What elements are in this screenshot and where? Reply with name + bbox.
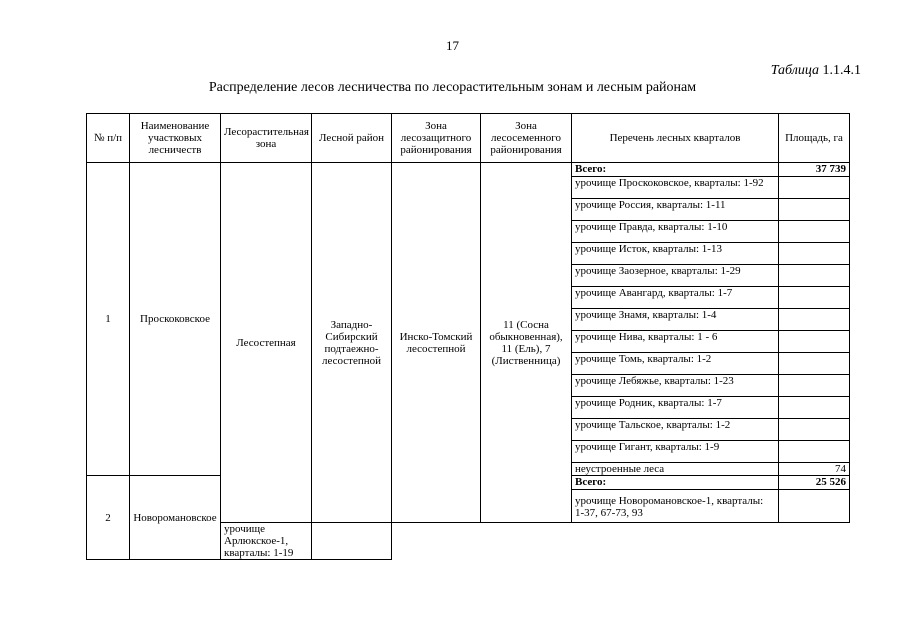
table-header-row bbox=[87, 114, 850, 163]
total-value: 37 739 bbox=[779, 163, 850, 177]
area-cell bbox=[779, 375, 850, 397]
quarter-cell: урочище Заозерное, кварталы: 1-29 bbox=[572, 265, 779, 287]
forest-district: Западно-Сибирский подтаежно-лесостепной bbox=[312, 163, 392, 523]
area-cell bbox=[779, 199, 850, 221]
quarter-cell: урочище Лебяжье, кварталы: 1-23 bbox=[572, 375, 779, 397]
area-cell bbox=[779, 353, 850, 375]
quarter-cell: урочище Родник, кварталы: 1-7 bbox=[572, 397, 779, 419]
quarter-cell: урочище Новоромановское-1, кварталы: 1-37, 67-73, 93 bbox=[572, 490, 779, 523]
quarter-cell: урочище Тальское, кварталы: 1-2 bbox=[572, 419, 779, 441]
seed-zone: 11 (Сосна обыкновенная), 11 (Ель), 7 (Лиственница) bbox=[481, 163, 572, 523]
table-reference-label: Таблица bbox=[770, 63, 819, 78]
area-cell bbox=[779, 221, 850, 243]
forestry-name: Проскоковское bbox=[130, 163, 221, 476]
forest-distribution-table bbox=[86, 113, 850, 560]
table-reference-number: 1.1.4.1 bbox=[822, 63, 861, 78]
col-header-quarters-list: Перечень лесных кварталов bbox=[572, 114, 779, 163]
total-label: Всего: bbox=[572, 476, 779, 490]
table-title: Распределение лесов лесничества по лесорастительным зонам и лесным районам bbox=[208, 80, 697, 95]
row-number: 2 bbox=[87, 476, 130, 560]
total-value: 25 526 bbox=[779, 476, 850, 490]
vegetation-zone: Лесостепная bbox=[221, 163, 312, 523]
area-cell bbox=[779, 177, 850, 199]
area-cell bbox=[779, 419, 850, 441]
col-header-vegetation-zone: Лесорастительная зона bbox=[221, 114, 312, 163]
area-cell bbox=[779, 287, 850, 309]
quarter-cell: неустроенные леса bbox=[572, 463, 779, 476]
quarter-cell: урочище Арлюкское-1, кварталы: 1-19 bbox=[221, 523, 312, 560]
area-cell bbox=[779, 441, 850, 463]
col-header-area: Площадь, га bbox=[779, 114, 850, 163]
col-header-protection-zone: Зона лесозащитного районирования bbox=[392, 114, 481, 163]
area-cell bbox=[779, 309, 850, 331]
total-label: Всего: bbox=[572, 163, 779, 177]
quarter-cell: урочище Правда, кварталы: 1-10 bbox=[572, 221, 779, 243]
area-cell bbox=[779, 490, 850, 523]
area-cell bbox=[779, 397, 850, 419]
area-cell bbox=[779, 331, 850, 353]
quarter-cell: урочище Гигант, кварталы: 1-9 bbox=[572, 441, 779, 463]
area-cell bbox=[779, 243, 850, 265]
quarter-cell: урочище Россия, кварталы: 1-11 bbox=[572, 199, 779, 221]
forestry-name: Новоромановское bbox=[130, 476, 221, 560]
quarter-cell: урочище Исток, кварталы: 1-13 bbox=[572, 243, 779, 265]
table-row bbox=[87, 163, 850, 177]
quarter-cell: урочище Знамя, кварталы: 1-4 bbox=[572, 309, 779, 331]
page-number: 17 bbox=[446, 38, 459, 53]
table-reference bbox=[771, 63, 861, 79]
area-cell bbox=[312, 523, 392, 560]
area-cell bbox=[779, 265, 850, 287]
quarter-cell: урочище Авангард, кварталы: 1-7 bbox=[572, 287, 779, 309]
quarter-cell: урочище Нива, кварталы: 1 - 6 bbox=[572, 331, 779, 353]
col-header-forestry-name: Наименование участковых лесничеств bbox=[130, 114, 221, 163]
col-header-forest-district: Лесной район bbox=[312, 114, 392, 163]
col-header-seed-zone: Зона лесосеменного районирования bbox=[481, 114, 572, 163]
row-number: 1 bbox=[87, 163, 130, 476]
area-cell: 74 bbox=[779, 463, 850, 476]
quarter-cell: урочище Томь, кварталы: 1-2 bbox=[572, 353, 779, 375]
protection-zone: Инско-Томский лесостепной bbox=[392, 163, 481, 523]
quarter-cell: урочище Проскоковское, кварталы: 1-92 bbox=[572, 177, 779, 199]
col-header-number: № п/п bbox=[87, 114, 130, 163]
